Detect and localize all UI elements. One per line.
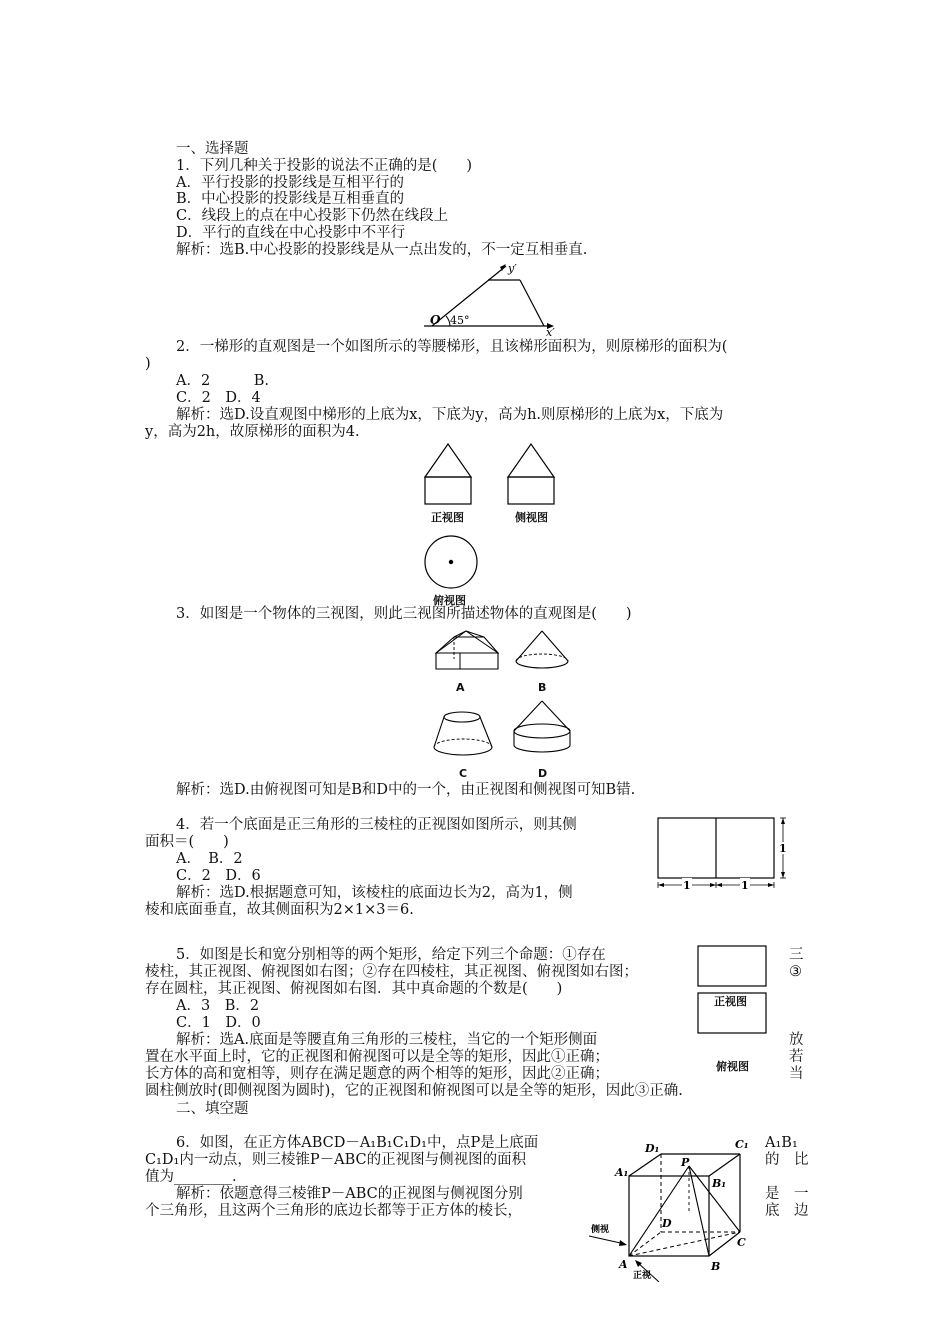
vertex-b-label: B xyxy=(711,1260,721,1273)
q5-line2-tail: ③ xyxy=(789,964,802,980)
q4-stem-line1: 4．若一个底面是正三角形的三棱柱的正视图如图所示，则其侧 xyxy=(176,817,577,833)
q2-solution-line2: y，高为2h，故原梯形的面积为4. xyxy=(145,424,360,440)
q6-solution-line1: 解析：依题意得三棱锥P－ABC的正视图与侧视图分别 xyxy=(176,1186,523,1202)
q2-solution-line1: 解析：选D.设直观图中梯形的上底为x，下底为y，高为h.则原梯形的上底为x，下底为 xyxy=(176,407,724,423)
height-label: 1 xyxy=(779,842,787,855)
front-view-label: 正视图 xyxy=(431,511,464,524)
q2-stem-line2: ) xyxy=(145,356,151,372)
top-view-label: 俯视图 xyxy=(433,594,466,607)
option-a-label: A xyxy=(456,681,465,694)
vertex-c1-label: C₁ xyxy=(735,1138,749,1151)
q5-solution-line4: 圆柱侧放时(即侧视图为圆时)，它的正视图和俯视图可以是全等的矩形，因此③正确. xyxy=(145,1083,683,1099)
option-c-label: C xyxy=(459,767,468,780)
vertex-a-label: A xyxy=(619,1258,628,1271)
prism-front-view-figure xyxy=(652,814,797,894)
q6-solution-line2-tail: 底 边 xyxy=(765,1203,809,1219)
q2-options-ab: A．2 B. xyxy=(176,373,269,389)
vertex-c-label: C xyxy=(737,1236,746,1249)
cube-pyramid-figure xyxy=(585,1132,765,1282)
trapezoid-figure xyxy=(420,258,570,338)
q5-line1: 5．如图是长和宽分别相等的两个矩形，给定下列三个命题：①存在 xyxy=(176,947,606,963)
side-view-label: 侧视图 xyxy=(515,511,548,524)
q6-line3: 值为________. xyxy=(145,1169,237,1185)
q3-solution: 解析：选D.由俯视图可知是B和D中的一个，由正视图和侧视图可知B错. xyxy=(176,782,636,798)
q5-solution-line3: 长方体的高和宽相等，则存在满足题意的两个相等的矩形，因此②正确； xyxy=(145,1066,609,1082)
q5-line1-tail: 三 xyxy=(789,947,804,963)
q3-stem: 3．如图是一个物体的三视图，则此三视图所描述物体的直观图是( ) xyxy=(176,606,632,622)
q5-options-ab: A．3 B．2 xyxy=(176,998,260,1014)
vertex-d-label: D xyxy=(662,1217,672,1230)
q4-stem-line2: 面积＝( ) xyxy=(145,834,229,850)
q4-solution-line1: 解析：选D.根据题意可知，该棱柱的底面边长为2，高为1，侧 xyxy=(176,885,573,901)
q5-front-view-label: 正视图 xyxy=(714,995,747,1008)
vertex-b1-label: B₁ xyxy=(712,1177,727,1190)
point-p-label: P xyxy=(681,1156,690,1169)
angle-label: 45° xyxy=(450,314,470,327)
front-view-direction-label: 正视 xyxy=(633,1271,652,1281)
axis-x-label: x′ xyxy=(546,326,555,338)
q1-option-c: C．线段上的点在中心投影下仍然在线段上 xyxy=(176,208,449,224)
q5-top-view-label: 俯视图 xyxy=(716,1060,749,1073)
q2-options-cd: C．2 D．4 xyxy=(176,390,261,406)
origin-label: O xyxy=(430,313,441,327)
q5-options-cd: C．1 D．0 xyxy=(176,1015,261,1031)
option-b-label: B xyxy=(538,681,547,694)
q1-option-a: A．平行投影的投影线是互相平行的 xyxy=(176,175,404,191)
q1-option-b: B．中心投影的投影线是互相垂直的 xyxy=(176,191,405,207)
q2-stem-line1: 2．一梯形的直观图是一个如图所示的等腰梯形，且该梯形面积为，则原梯形的面积为( xyxy=(176,339,728,355)
q6-line2-tail: 的 比 xyxy=(765,1152,809,1168)
section-title-fill: 二、填空题 xyxy=(176,1101,249,1117)
q5-solution-line2: 置在水平面上时，它的正视图和俯视图可以是全等的矩形，因此①正确； xyxy=(145,1049,609,1065)
q5-line3: 存在圆柱，其正视图、俯视图如右图．其中真命题的个数是( ) xyxy=(145,981,563,997)
q4-solution-line2: 棱和底面垂直，故其侧面积为2×1×3＝6. xyxy=(145,902,414,918)
q5-solution-line2-tail: 若 xyxy=(789,1049,804,1065)
vertex-a1-label: A₁ xyxy=(615,1166,629,1179)
width-label-right: 1 xyxy=(741,879,749,892)
side-view-direction-label: 侧视 xyxy=(591,1225,610,1235)
option-d-label: D xyxy=(538,767,548,780)
width-label-left: 1 xyxy=(683,879,691,892)
q5-solution-line3-tail: 当 xyxy=(789,1066,804,1082)
section-title-choice: 一、选择题 xyxy=(176,141,249,157)
vertex-d1-label: D₁ xyxy=(645,1142,660,1155)
q1-solution: 解析：选B.中心投影的投影线是从一点出发的，不一定互相垂直. xyxy=(176,242,588,258)
q3-options-figure xyxy=(430,627,600,772)
q6-line2: C₁D₁内一动点，则三棱锥P－ABC的正视图与侧视图的面积 xyxy=(145,1152,527,1168)
q6-line1: 6．如图，在正方体ABCD－A₁B₁C₁D₁中，点P是上底面 xyxy=(176,1135,539,1151)
q1-option-d: D．平行的直线在中心投影中不平行 xyxy=(176,225,406,241)
q6-solution-line2: 个三角形，且这两个三角形的底边长都等于正方体的棱长， xyxy=(145,1203,522,1219)
q4-options-ab: A． B．2 xyxy=(176,851,243,867)
q5-solution-line1: 解析：选A.底面是等腰直角三角形的三棱柱，当它的一个矩形侧面 xyxy=(176,1032,598,1048)
q6-solution-line1-tail: 是 一 xyxy=(765,1186,809,1202)
q5-solution-line1-tail: 放 xyxy=(789,1032,804,1048)
q1-stem: 1．下列几种关于投影的说法不正确的是( ) xyxy=(176,158,473,174)
q6-line1-tail: A₁B₁ xyxy=(765,1135,798,1151)
two-rectangles-figure xyxy=(696,944,771,1036)
q5-line2: 棱柱，其正视图、俯视图如右图；②存在四棱柱，其正视图、俯视图如右图； xyxy=(145,964,638,980)
q4-options-cd: C．2 D．6 xyxy=(176,868,261,884)
axis-y-label: y′ xyxy=(508,262,517,275)
